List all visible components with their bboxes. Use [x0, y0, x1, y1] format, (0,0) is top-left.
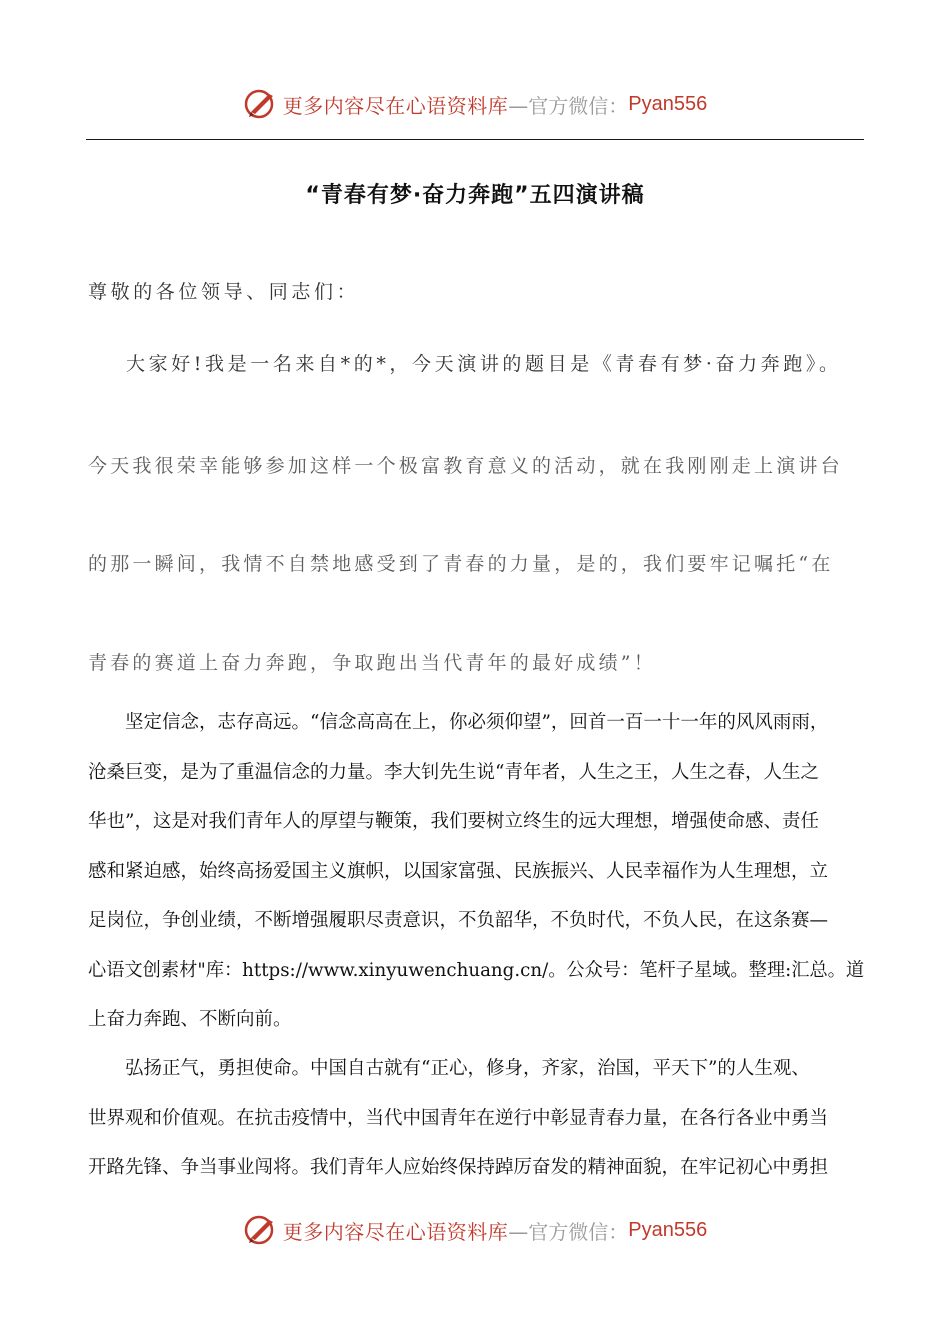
- banner-main-text: 更多内容尽在心语资料库: [282, 1219, 509, 1244]
- header-banner: [0, 84, 950, 124]
- para2-line: 华也”，这是对我们青年人的厚望与鞭策，我们要树立终生的远大理想，增强使命感、责任: [88, 811, 819, 832]
- para1-line-2: 的那一瞬间，我情不自禁地感受到了青春的力量，是的，我们要牢记嘱托“在: [88, 553, 834, 575]
- pen-logo-icon: [243, 1212, 279, 1248]
- paragraph-3: [88, 1044, 864, 1193]
- banner-account: Pyan556: [628, 1218, 708, 1241]
- para2-line: 足岗位，争创业绩，不断增强履职尽责意识，不负韶华，不负时代，不负人民，在这条赛—: [88, 910, 829, 931]
- pen-logo-icon: [243, 86, 279, 122]
- banner-main-text: 更多内容尽在心语资料库: [282, 93, 509, 118]
- intro-line: 大家好!我是一名来自*的*，今天演讲的题目是《青春有梦·奋力奔跑》。: [126, 353, 842, 375]
- para3-line: 开路先锋、争当事业闯将。我们青年人应始终保持踔厉奋发的精神面貌，在牢记初心中勇担: [88, 1157, 829, 1178]
- para2-line: 上奋力奔跑、不断向前。: [88, 1009, 292, 1030]
- header-divider: [86, 139, 864, 140]
- para3-line: 弘扬正气，勇担使命。中国自古就有“正心，修身，齐家，治国，平天下”的人生观、: [125, 1058, 810, 1079]
- footer-banner: [0, 1210, 950, 1250]
- para2-line: 感和紧迫感，始终高扬爱国主义旗帜，以国家富强、民族振兴、人民幸福作为人生理想，立: [88, 860, 829, 882]
- salutation: 尊敬的各位领导、同志们：: [88, 281, 360, 303]
- para2-line: 沧桑巨变，是为了重温信念的力量。李大钊先生说“青年者，人生之王，人生之春，人生之: [88, 761, 819, 783]
- para1-line-1: 今天我很荣幸能够参加这样一个极富教育意义的活动，就在我刚刚走上演讲台: [88, 455, 843, 477]
- banner-separator: —官方微信：: [508, 1219, 629, 1244]
- banner-account: Pyan556: [628, 92, 708, 115]
- para2-line-watermark: 心语文创素材"库：https://www.xinyuwenchuang.cn/。公众号：笔杆子星域。整理:汇总。道: [88, 959, 865, 981]
- banner-separator: —官方微信：: [508, 93, 629, 118]
- paragraph-2: [88, 698, 864, 1045]
- para2-line: 坚定信念，志存高远。“信念高高在上，你必须仰望”，回首一百一十一年的风风雨雨，: [125, 712, 829, 733]
- para1-line-3: 青春的赛道上奋力奔跑，争取跑出当代青年的最好成绩”！: [88, 652, 656, 674]
- para3-line: 世界观和价值观。在抗击疫情中，当代中国青年在逆行中彰显青春力量，在各行各业中勇当: [88, 1107, 829, 1129]
- document-title: “青春有梦·奋力奔跑”五四演讲稿: [305, 183, 645, 208]
